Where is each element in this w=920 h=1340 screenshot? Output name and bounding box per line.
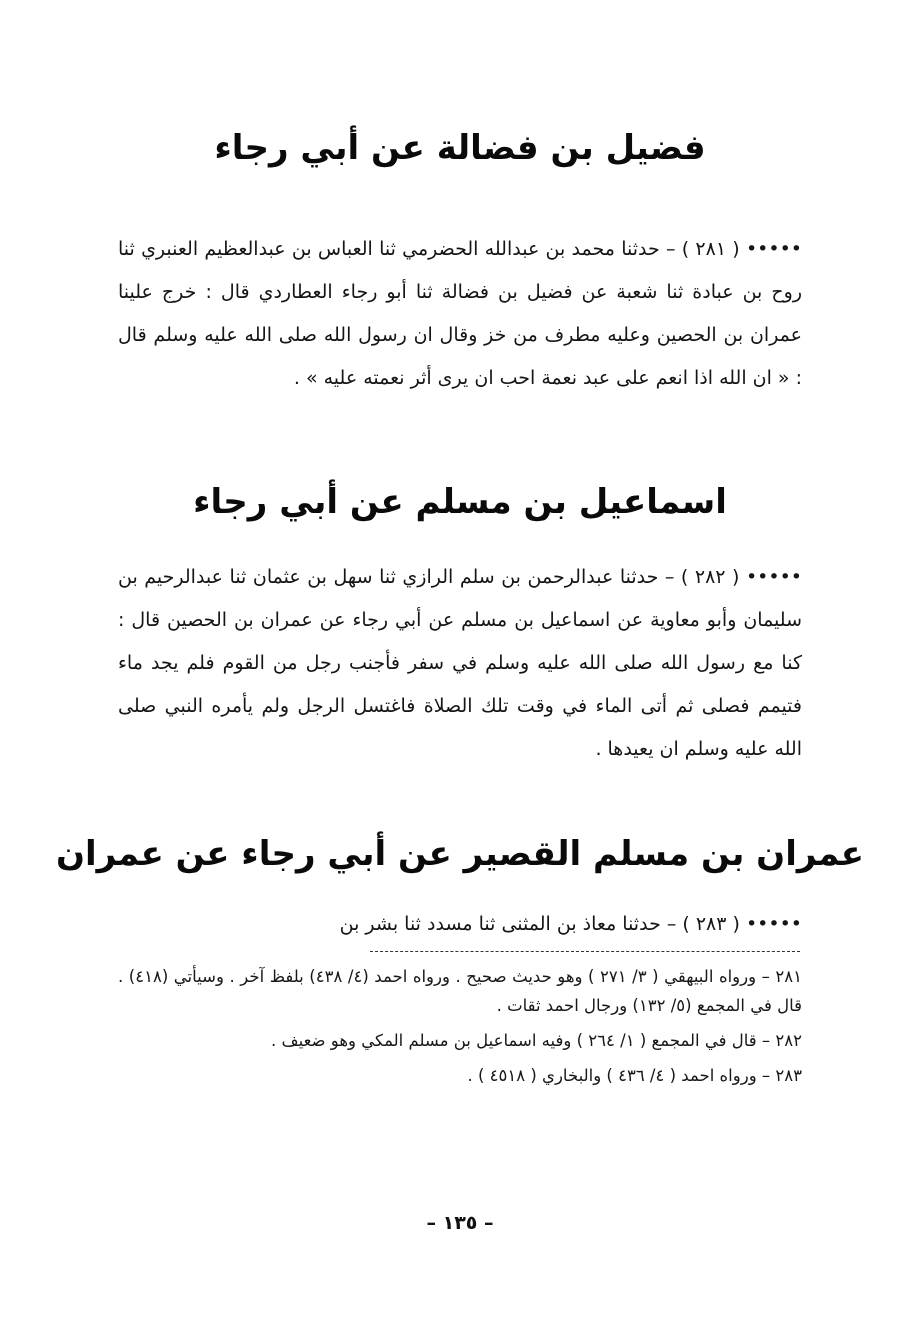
- footnote-281: ٢٨١ – ورواه البيهقي ( ٣/ ٢٧١ ) وهو حديث صحيح . ورواه احمد (٤/ ٤٣٨) بلفظ آخر . وسيأتي (٤١٨) . قال في المجمع (٥/ ١٣٢) ورجال احمد ثقات .: [118, 967, 802, 1015]
- footnotes: [118, 962, 802, 1096]
- footnote-283: ٢٨٣ – ورواه احمد ( ٤/ ٤٣٦ ) والبخاري ( ٤٥١٨ ) .: [467, 1066, 802, 1085]
- hadith-282-text: ••••• ( ٢٨٢ ) – حدثنا عبدالرحمن بن سلم الرازي ثنا سهل بن عثمان ثنا عبدالرحيم بن سليمان وأبو معاوية عن اسماعيل بن مسلم عن أبي رجاء عن عمران بن الحصين قال : كنا مع رسول الله صلى الله عليه وسلم في سفر فأجنب رجل من القوم فلم يجد ماء فتيمم فصلى ثم أتى الماء في وقت تلك الصلاة فاغتسل الرجل ولم يأمره النبي صلى الله عليه وسلم ان يعيدها .: [118, 566, 802, 760]
- section-title-imran: عمران بن مسلم القصير عن أبي رجاء عن عمران: [55, 834, 865, 874]
- footnote-divider: [370, 951, 800, 952]
- footnote-282: ٢٨٢ – قال في المجمع ( ١/ ٢٦٤ ) وفيه اسماعيل بن مسلم المكي وهو ضعيف .: [271, 1031, 802, 1050]
- page-number: – ١٣٥ –: [426, 1212, 494, 1234]
- hadith-283-text: ••••• ( ٢٨٣ ) – حدثنا معاذ بن المثنى ثنا مسدد ثنا بشر بن: [339, 913, 802, 935]
- section-title-ismail: اسماعيل بن مسلم عن أبي رجاء: [193, 482, 727, 522]
- hadith-281-text: ••••• ( ٢٨١ ) – حدثنا محمد بن عبدالله الحضرمي ثنا العباس بن عبدالعظيم العنبري ثنا روح بن عبادة ثنا شعبة عن فضيل بن فضالة ثنا أبو رجاء العطاردي قال : خرج علينا عمران بن الحصين وعليه مطرف من خز وقال ان رسول الله صلى الله عليه وسلم قال : « ان الله اذا انعم على عبد نعمة احب ان يرى أثر نعمته عليه » .: [118, 238, 803, 389]
- section-title-fudayl: فضيل بن فضالة عن أبي رجاء: [214, 128, 706, 168]
